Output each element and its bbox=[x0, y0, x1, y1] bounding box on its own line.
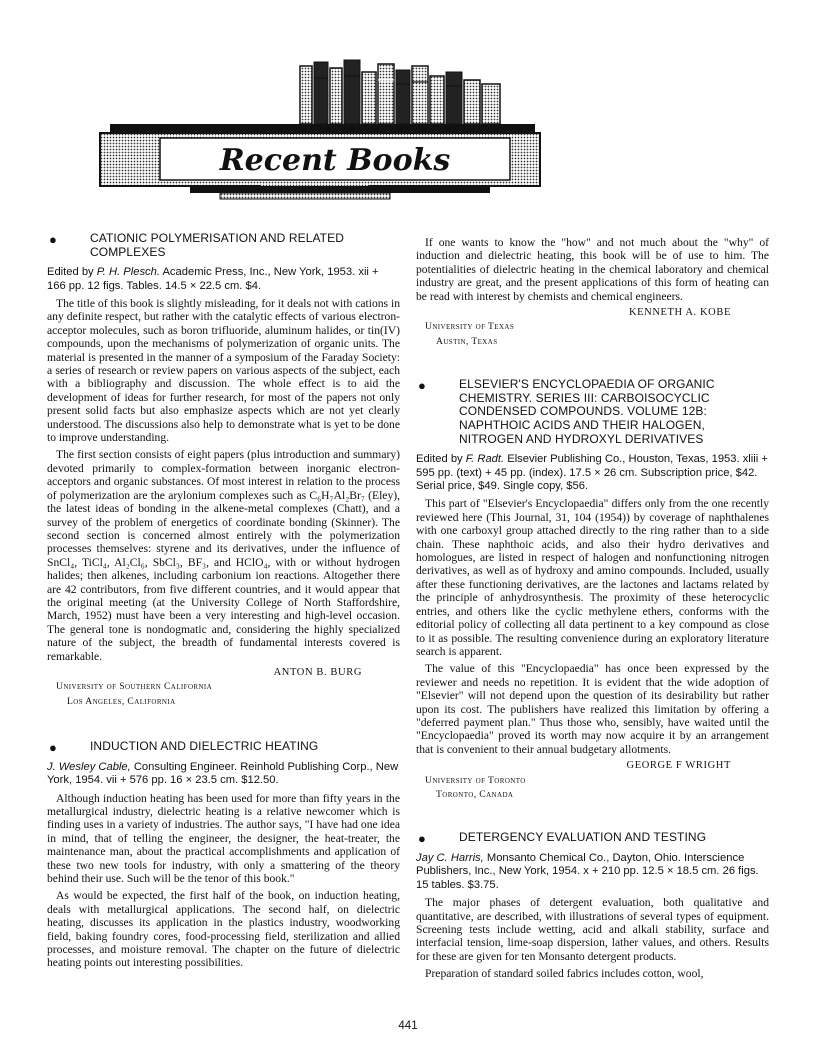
review-cationic-polymerisation bbox=[47, 232, 400, 708]
review-paragraph: If one wants to know the "how" and not much about the "why" of induction and dielectric heating, this book will be of use to him. The potentialities of dielectric heating in the chemical laboratory and chemical industry are great, and the present applications of this form of heating can be read with interest by chemists and chemical engineers. bbox=[416, 236, 769, 303]
right-column bbox=[416, 232, 769, 981]
bullet-icon: ● bbox=[49, 740, 57, 756]
reviewer-location: Austin, Texas bbox=[436, 335, 498, 347]
bookshelf-logo-icon bbox=[70, 58, 570, 208]
book-author: F. Radt. bbox=[465, 453, 505, 466]
left-column bbox=[47, 232, 400, 970]
review-paragraph: Preparation of standard soiled fabrics includes cotton, wool, bbox=[425, 967, 704, 981]
review-paragraph: The first section consists of eight papers (plus introduction and summary) devoted primarily to complex-formation between inorganic electron-acceptors and organic substances. Of most interest in relation to the process of polymerization are the arylonium complexes such as C₆H₇Al₂Br₇ (Eley), the latest ideas of bonding in the alkene-metal complexes (Chatt), and a survey of the problem of energetics of coordinate bonding (Skinner). The second section is concerned almost entirely with the polymerization processes themselves: styrene and its derivatives, under the influence of SnCl₄, TiCl₄, Al₂Cl₆, SbCl₃, BF₃, and HClO₄, with or without hydrogen halides; then alkenes, including carbonium ion reactions. Altogether there are 42 contributors, from five different countries, and it would appear that the original meeting (at the University College of North Staffordshire, March, 1952) must have been a very interesting and high-level occasion. The general tone is nondogmatic and, considering the highly specialized nature of the subject, the breadth of fundamental interests covered is remarkable. bbox=[47, 448, 400, 663]
reviewer-name: GEORGE F WRIGHT bbox=[626, 760, 731, 772]
book-author: Jay C. Harris, bbox=[416, 851, 484, 864]
publication-info: Jay C. Harris, Monsanto Chemical Co., Dayton, Ohio. Interscience Publishers, Inc., New York, 1954. x + 210 pp. 12.5 × 18.5 cm. 26 figs. 15 tables. $3.75. bbox=[416, 851, 759, 891]
review-paragraph: This part of "Elsevier's Encyclopaedia" differs only from the one recently reviewed here (This Journal, 31, 104 (1954)) by coverage of naphthalenes with one carboxyl group attached directly to the ring rather than to a side chain. These naphthoic acids, and also their hydro derivatives and homologues, are listed in respect of halogen and nonfunctioning nitrogen derivatives, as well as of hydroxy and amino compounds. Included, usually after these functioning derivatives, are the lactones and lactams related by the principle of anhydrosynthesis. The proximity of these heterocyclic entries, and others like the cyclic methylene ethers, conforms with the editorial policy of collecting all data pertinent to a key compound as close to it as possible. The resulting convenience during an exploratory literature search is apparent. bbox=[416, 497, 769, 658]
publication-info: Edited by P. H. Plesch. Academic Press, Inc., New York, 1953. xii + 166 pp. 12 figs. Tables. 14.5 × 22.5 cm. $4. bbox=[47, 266, 379, 292]
publication-info: Edited by F. Radt. Elsevier Publishing Co., Houston, Texas, 1953. xliii + 595 pp. (text) + 45 pp. (index). 17.5 × 26 cm. Subscription price, $42. Serial price, $49. Single copy, $56. bbox=[416, 453, 768, 493]
reviewer-affiliation: University of Texas bbox=[425, 321, 515, 333]
review-title: ● CATIONIC POLYMERISATION AND RELATED COMPLEXES bbox=[49, 231, 344, 259]
bullet-icon: ● bbox=[49, 232, 57, 247]
reviewer-name: ANTON B. BURG bbox=[273, 666, 362, 678]
reviewer-location: Los Angeles, California bbox=[67, 695, 176, 707]
review-title: ● INDUCTION AND DIELECTRIC HEATING bbox=[49, 739, 319, 756]
banner-title: Recent Books bbox=[219, 143, 451, 178]
review-paragraph: The title of this book is slightly misleading, for it deals not with cations in any definite respect, but rather with the catalytic effects of various electron-acceptor molecules, such as boron trifluoride, aluminum halides, or tin(IV) compounds, upon the mechanisms of polymerization of organic units. The material is presented in the manner of a symposium of the Faraday Society: a series of research or review papers on various aspects of the subject, each with a bibliography and discussion. The whole effect is to aid the development of ideas for further research, for most of the papers not only present solid facts but also emphasize aspects which are not yet clearly understood. The discussions also help to demonstrate what is yet to be done to improve understanding. bbox=[47, 297, 400, 445]
reviewer-affiliation: University of Toronto bbox=[425, 774, 526, 786]
publication-info: J. Wesley Cable, Consulting Engineer. Reinhold Publishing Corp., New York, 1954. vii + 576 pp. 16 × 23.5 cm. $12.50. bbox=[47, 760, 399, 787]
reviewer-affiliation: University of Southern California bbox=[56, 681, 213, 693]
bullet-icon: ● bbox=[418, 378, 426, 394]
reviewer-location: Toronto, Canada bbox=[436, 788, 514, 800]
book-author: J. Wesley Cable, bbox=[47, 760, 131, 773]
page-number: 441 bbox=[398, 1020, 418, 1032]
review-paragraph: Although induction heating has been used for more than fifty years in the metallurgical industry, dielectric heating is a relative newcomer which is finding uses in a variety of industries. The author says, "I have had one idea in mind, that of telling the engineer, the designer, the heat-treater, the maintenance man, about the practical accomplishments and application of these two new tools for industry, with only a smattering of the theory behind their use. Such will be the tenor of this book." bbox=[47, 791, 400, 886]
review-paragraph: The value of this "Encyclopaedia" has once been expressed by the reviewer and needs no repetition. It is evident that the wide adoption of "Elsevier" will not depend upon the question of its desirability but rather upon its cost. The publishers have realized this limitation by offering a "deferred payment plan." Thus those who, sensibly, have waited until the "Encyclopaedia" proved its worth may now acquire it by an arrangement that is convenient to their annual budgetary allotments. bbox=[416, 662, 769, 756]
book-author: P. H. Plesch. bbox=[96, 266, 160, 279]
reviewer-name: KENNETH A. KOBE bbox=[628, 307, 731, 319]
review-paragraph: The major phases of detergent evaluation, both qualitative and quantitative, are described, with illustrations of several types of equipment. Screening tests include wetting, acid and alkali stability, surface and interfacial tension, lime-soap dispersion, lather values, and others. Results for these are given for ten Monsanto detergent products. bbox=[416, 896, 769, 963]
review-detergency-evaluation bbox=[416, 831, 769, 980]
recent-books-banner bbox=[70, 58, 570, 208]
review-elsevier-encyclopaedia bbox=[416, 378, 769, 801]
review-title: ● ELSEVIER'S ENCYCLOPAEDIA OF ORGANIC CHEMISTRY. SERIES III: CARBOISOCYCLIC CONDENSED COMPOUNDS. VOLUME 12B: NAPHTHOIC ACIDS AND THEIR HALOGEN, NITROGEN AND HYDROXYL DERIVATIVES bbox=[418, 377, 715, 446]
bullet-icon: ● bbox=[418, 831, 426, 847]
review-induction-heating bbox=[47, 740, 400, 970]
review-title: ● DETERGENCY EVALUATION AND TESTING bbox=[418, 830, 707, 847]
review-paragraph: As would be expected, the first half of the book, on induction heating, deals with metallurgical applications. The second half, on dielectric heating, discusses its application in the plastics industry, woodworking field, baking foundry cores, food-processing field, sterilization and allied processes, and moisture removal. The chapter on the future of dielectric heating points out interesting possibilities. bbox=[47, 889, 400, 970]
